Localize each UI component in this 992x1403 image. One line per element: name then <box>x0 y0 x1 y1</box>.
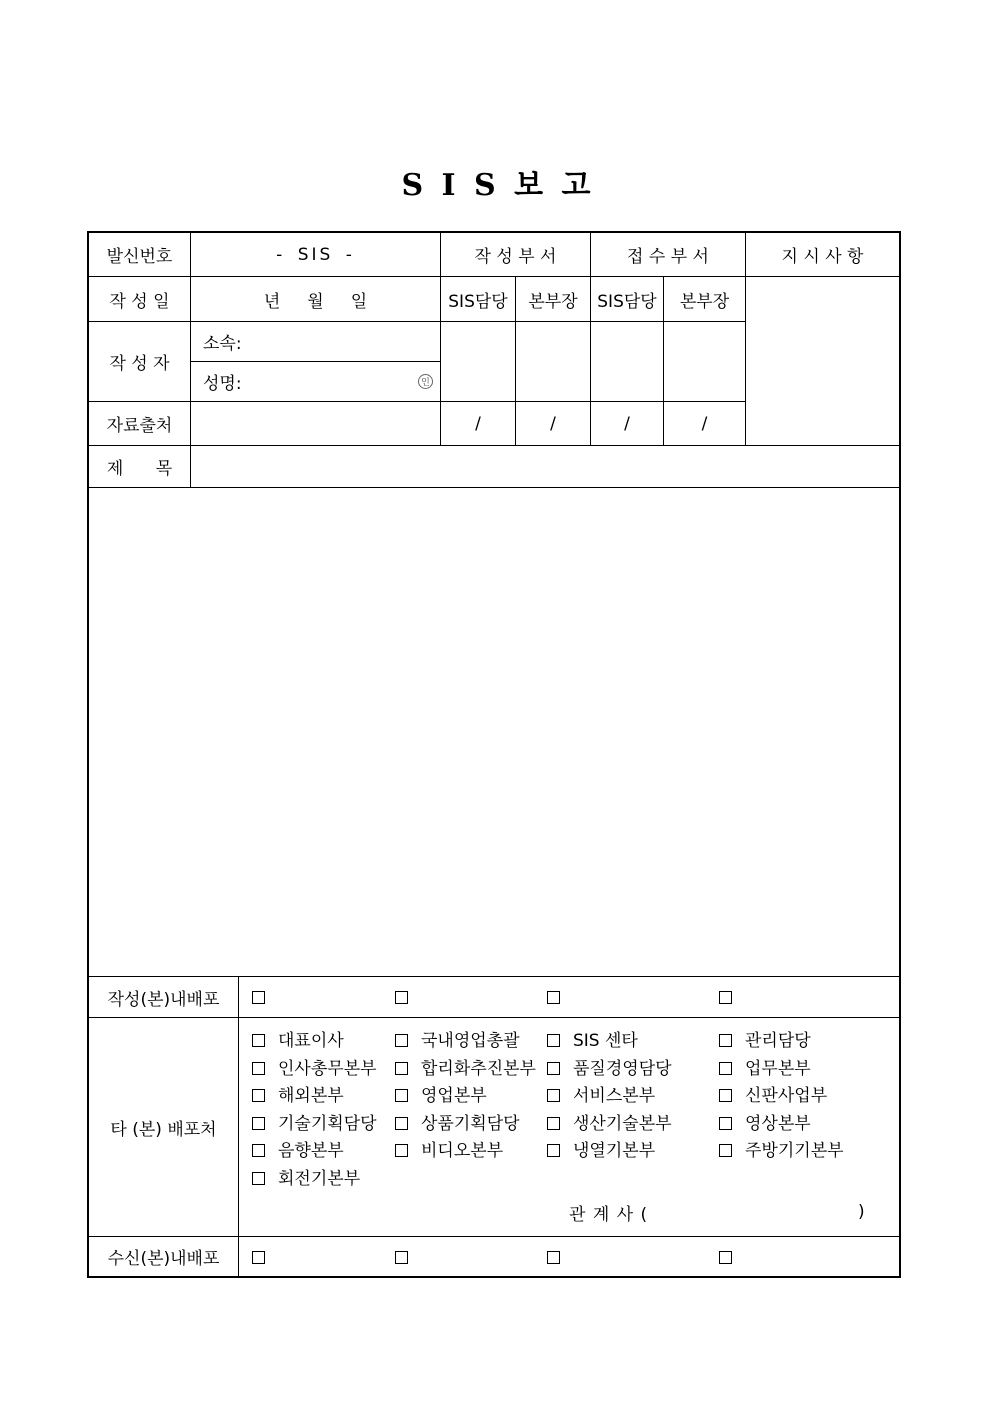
date-slash-4: / <box>701 413 708 434</box>
seal-icon: 인 <box>418 374 433 389</box>
send-no-label: 발신번호 <box>106 247 173 267</box>
other-dist-checkbox[interactable] <box>719 1062 732 1075</box>
author-label: 작 성 자 <box>109 354 170 374</box>
internal-dist-checkbox[interactable] <box>252 991 265 1004</box>
subject-label: 제 목 <box>106 459 173 479</box>
internal-dist-checkbox[interactable] <box>547 991 560 1004</box>
other-dist-option-label: 영업본부 <box>421 1086 487 1106</box>
date-slash-2: / <box>550 413 556 434</box>
date-value[interactable]: 년 월 일 <box>263 291 368 312</box>
other-dist-option-label: 국내영업총괄 <box>421 1031 520 1051</box>
source-label: 자료출처 <box>106 416 173 436</box>
division-head-header-1: 본부장 <box>528 291 578 312</box>
other-dist-checkbox[interactable] <box>547 1144 560 1157</box>
other-dist-checkbox[interactable] <box>252 1117 265 1130</box>
other-dist-checkbox[interactable] <box>547 1062 560 1075</box>
other-dist-option-label: 기술기획담당 <box>278 1114 377 1134</box>
other-dist-option-label: 주방기기본부 <box>745 1141 844 1161</box>
col-line <box>238 976 239 1278</box>
other-dist-option-label: 서비스본부 <box>573 1086 656 1106</box>
other-dist-option-label: 품질경영담당 <box>573 1059 672 1079</box>
sis-manager-header-1: SIS담당 <box>448 291 508 312</box>
date-slash-3: / <box>624 413 630 434</box>
source-field[interactable] <box>191 402 440 445</box>
other-dist-option-label: 해외본부 <box>278 1086 344 1106</box>
affiliates-close: ) <box>858 1202 865 1222</box>
document-title: S I S 보 고 <box>401 168 591 203</box>
other-dist-checkbox[interactable] <box>719 1089 732 1102</box>
sis-manager-header-2: SIS담당 <box>597 291 657 312</box>
writing-dept-header: 작 성 부 서 <box>474 247 557 267</box>
other-dist-checkbox[interactable] <box>719 1144 732 1157</box>
other-dist-option-label: 생산기술본부 <box>573 1114 672 1134</box>
receive-dist-checkbox[interactable] <box>252 1251 265 1264</box>
receive-dist-checkbox[interactable] <box>395 1251 408 1264</box>
other-dist-checkbox[interactable] <box>252 1034 265 1047</box>
other-dist-checkbox[interactable] <box>252 1089 265 1102</box>
name-field[interactable]: 성명: <box>203 374 242 394</box>
other-dist-checkbox[interactable] <box>252 1172 265 1185</box>
signature-box-sis-2[interactable] <box>591 322 663 401</box>
send-no-value[interactable]: - SIS - <box>276 244 355 265</box>
other-dist-checkbox[interactable] <box>252 1144 265 1157</box>
receiving-dept-header: 접 수 부 서 <box>627 247 709 267</box>
affiliation-field[interactable]: 소속: <box>203 334 242 354</box>
other-dist-checkbox[interactable] <box>547 1117 560 1130</box>
date-slash-1: / <box>475 413 481 434</box>
division-head-header-2: 본부장 <box>679 291 730 312</box>
receive-dist-checkbox[interactable] <box>719 1251 732 1264</box>
other-dist-option-label: 냉열기본부 <box>573 1141 656 1161</box>
subject-field[interactable] <box>191 446 899 487</box>
internal-dist-checkbox[interactable] <box>719 991 732 1004</box>
other-dist-checkbox[interactable] <box>395 1144 408 1157</box>
other-dist-checkbox[interactable] <box>547 1034 560 1047</box>
other-dist-checkbox[interactable] <box>395 1062 408 1075</box>
receive-dist-checkbox[interactable] <box>547 1251 560 1264</box>
date-label: 작 성 일 <box>109 291 170 312</box>
other-dist-option-label: 관리담당 <box>745 1031 811 1051</box>
other-dist-option-label: 회전기본부 <box>278 1169 361 1189</box>
affiliates-label: 관 계 사 ( <box>569 1204 648 1225</box>
receive-dist-label: 수신(본)내배포 <box>107 1249 220 1269</box>
affiliates-field[interactable] <box>660 1200 855 1224</box>
other-dist-option-label: 상품기획담당 <box>421 1114 520 1134</box>
instructions-box[interactable] <box>746 277 899 445</box>
other-dist-checkbox[interactable] <box>395 1034 408 1047</box>
internal-dist-checkbox[interactable] <box>395 991 408 1004</box>
other-dist-option-label: 영상본부 <box>745 1114 811 1134</box>
report-body[interactable] <box>89 488 899 976</box>
other-dist-option-label: SIS 센타 <box>573 1031 638 1051</box>
other-dist-option-label: 합리화추진본부 <box>421 1059 536 1079</box>
other-dist-checkbox[interactable] <box>547 1089 560 1102</box>
table-border-right <box>899 231 901 1278</box>
other-dist-checkbox[interactable] <box>719 1117 732 1130</box>
other-dist-checkbox[interactable] <box>395 1089 408 1102</box>
other-dist-option-label: 신판사업부 <box>745 1086 828 1106</box>
table-border-bottom <box>87 1276 901 1278</box>
other-dist-option-label: 인사총무본부 <box>278 1059 377 1079</box>
other-dist-option-label: 음향본부 <box>278 1141 344 1161</box>
signature-box-head-1[interactable] <box>516 322 590 401</box>
signature-box-sis-1[interactable] <box>441 322 515 401</box>
other-dist-option-label: 비디오본부 <box>421 1141 504 1161</box>
other-dist-label: 타 (본) 배포처 <box>110 1119 217 1140</box>
instructions-header: 지 시 사 항 <box>781 247 864 267</box>
other-dist-checkbox[interactable] <box>395 1117 408 1130</box>
other-dist-checkbox[interactable] <box>252 1062 265 1075</box>
other-dist-option-label: 업무본부 <box>745 1059 811 1079</box>
other-dist-checkbox[interactable] <box>719 1034 732 1047</box>
signature-box-head-2[interactable] <box>664 322 745 401</box>
other-dist-option-label: 대표이사 <box>278 1031 344 1051</box>
internal-dist-label: 작성(본)내배포 <box>107 989 220 1010</box>
